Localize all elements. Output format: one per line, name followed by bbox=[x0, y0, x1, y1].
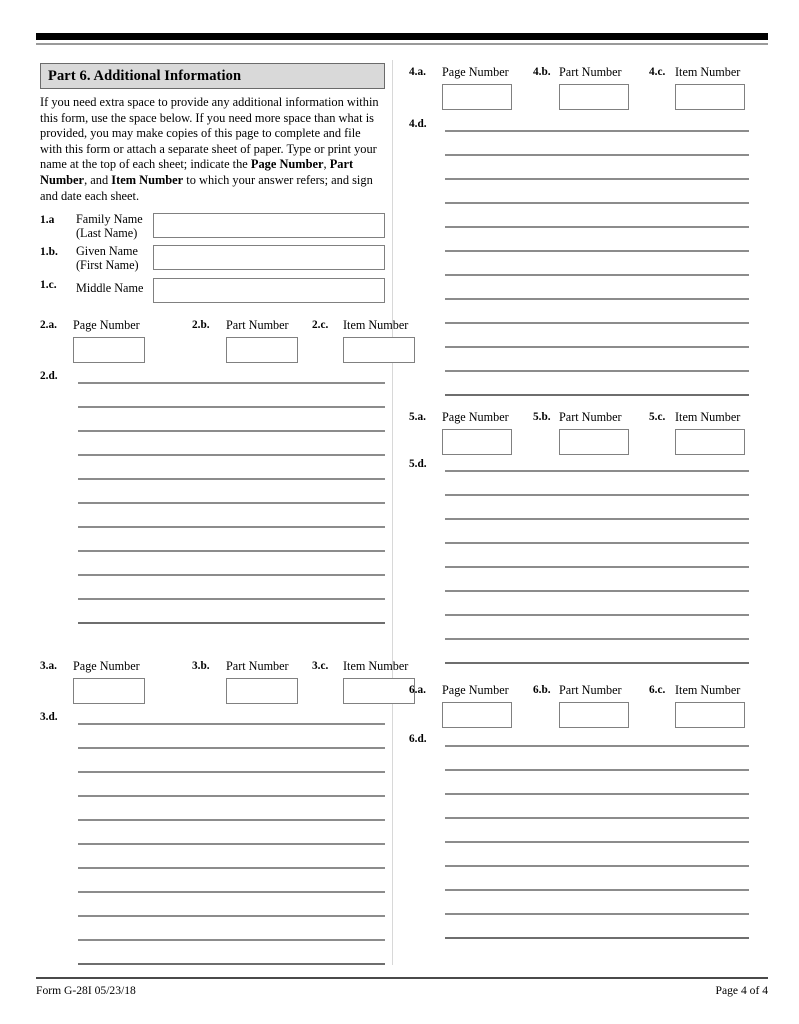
part-header bbox=[40, 63, 385, 89]
entry-6-item-number-label-num: 6.c. bbox=[649, 684, 666, 696]
entry-4-item-number-input[interactable] bbox=[675, 84, 745, 110]
entry-5-item-number-input[interactable] bbox=[675, 429, 745, 455]
answer-write-line[interactable] bbox=[78, 406, 385, 408]
answer-write-line[interactable] bbox=[445, 370, 749, 372]
answer-write-line[interactable] bbox=[445, 590, 749, 592]
answer-write-line[interactable] bbox=[78, 598, 385, 600]
entry-5-page-number-label-num: 5.a. bbox=[409, 411, 426, 423]
answer-write-line[interactable] bbox=[78, 502, 385, 504]
answer-write-line[interactable] bbox=[78, 723, 385, 725]
entry-4-page-number-label: Page Number bbox=[442, 65, 509, 79]
answer-write-line[interactable] bbox=[445, 250, 749, 252]
answer-write-line[interactable] bbox=[445, 154, 749, 156]
answer-write-line[interactable] bbox=[445, 394, 749, 396]
answer-write-line[interactable] bbox=[445, 178, 749, 180]
instructions-bold-item-number: Item Number bbox=[111, 172, 184, 187]
footer-page-label: Page 4 of 4 bbox=[715, 984, 768, 997]
entry-5-page-number-input[interactable] bbox=[442, 429, 512, 455]
answer-write-line[interactable] bbox=[78, 454, 385, 456]
entry-5-item-number-label: Item Number bbox=[675, 410, 741, 424]
entry-5-part-number-label: Part Number bbox=[559, 410, 622, 424]
entry-4-number-group bbox=[409, 65, 754, 111]
answer-write-line[interactable] bbox=[445, 841, 749, 843]
instructions-segment-4: to which your answer refers; and sign and date each sheet. bbox=[40, 172, 373, 203]
entry-3-part-number-label-num: 3.b. bbox=[192, 660, 210, 672]
entry-4-part-number-input[interactable] bbox=[559, 84, 629, 110]
answer-write-line[interactable] bbox=[445, 130, 749, 132]
answer-write-line[interactable] bbox=[445, 745, 749, 747]
entry-6-part-number-input[interactable] bbox=[559, 702, 629, 728]
entry-5-part-number-label-num: 5.b. bbox=[533, 411, 551, 423]
answer-write-line[interactable] bbox=[78, 891, 385, 893]
answer-write-line[interactable] bbox=[445, 937, 749, 939]
entry-2-page-number-label: Page Number bbox=[73, 318, 140, 332]
answer-write-line[interactable] bbox=[445, 662, 749, 664]
answer-write-line[interactable] bbox=[445, 494, 749, 496]
footer-rule bbox=[36, 977, 768, 979]
entry-5-item-number-label-num: 5.c. bbox=[649, 411, 666, 423]
middle-name-row bbox=[40, 278, 385, 304]
entry-4-page-number-input[interactable] bbox=[442, 84, 512, 110]
entry-6-part-number-label: Part Number bbox=[559, 683, 622, 697]
instructions-bold-part-number: Part Number bbox=[40, 157, 354, 187]
family-name-label-line2: (Last Name) bbox=[76, 225, 138, 240]
answer-write-line[interactable] bbox=[445, 638, 749, 640]
column-divider bbox=[392, 60, 393, 965]
part-header-title: Part 6. Additional Information bbox=[48, 67, 242, 84]
answer-write-line[interactable] bbox=[445, 226, 749, 228]
entry-3-item-number-label-num: 3.c. bbox=[312, 660, 329, 672]
answer-write-line[interactable] bbox=[78, 478, 385, 480]
answer-write-line[interactable] bbox=[445, 793, 749, 795]
instructions-bold-page-number: Page Number bbox=[250, 157, 324, 172]
entry-6-page-number-label-num: 6.a. bbox=[409, 684, 426, 696]
entry-4-answer-number: 4.d. bbox=[409, 118, 427, 130]
entry-4-item-number-label-num: 4.c. bbox=[649, 66, 666, 78]
answer-write-line[interactable] bbox=[78, 550, 385, 552]
entry-3-answer-number: 3.d. bbox=[40, 711, 58, 723]
middle-name-input[interactable] bbox=[153, 278, 385, 303]
entry-5-answer-number: 5.d. bbox=[409, 458, 427, 470]
given-name-input[interactable] bbox=[153, 245, 385, 270]
answer-write-line[interactable] bbox=[445, 542, 749, 544]
answer-write-line[interactable] bbox=[445, 817, 749, 819]
answer-write-line[interactable] bbox=[78, 939, 385, 941]
entry-2-item-number-label: Item Number bbox=[343, 318, 409, 332]
entry-6-answer-number: 6.d. bbox=[409, 733, 427, 745]
answer-write-line[interactable] bbox=[78, 771, 385, 773]
entry-6-page-number-input[interactable] bbox=[442, 702, 512, 728]
entry-6-part-number-label-num: 6.b. bbox=[533, 684, 551, 696]
answer-write-line[interactable] bbox=[78, 622, 385, 624]
entry-3-page-number-input[interactable] bbox=[73, 678, 145, 704]
entry-2-part-number-input[interactable] bbox=[226, 337, 298, 363]
answer-write-line[interactable] bbox=[78, 747, 385, 749]
answer-write-line[interactable] bbox=[78, 382, 385, 384]
entry-3-number-group bbox=[40, 659, 409, 705]
entry-3-item-number-input[interactable] bbox=[343, 678, 415, 704]
entry-2-page-number-label-num: 2.a. bbox=[40, 319, 57, 331]
entry-5-page-number-label: Page Number bbox=[442, 410, 509, 424]
entry-2-part-number-label: Part Number bbox=[226, 318, 289, 332]
entry-2-item-number-label-num: 2.c. bbox=[312, 319, 329, 331]
answer-write-line[interactable] bbox=[445, 202, 749, 204]
instructions-segment-1: If you need extra space to provide any additional information within this form, use the space below. If you need more space than what is provided, you may make copies of this page to complete and file with this form or attach a separate sheet of paper. Type or print your name at the top of each sheet; indicate the bbox=[40, 95, 379, 172]
answer-write-line[interactable] bbox=[445, 614, 749, 616]
entry-2-item-number-input[interactable] bbox=[343, 337, 415, 363]
answer-write-line[interactable] bbox=[445, 889, 749, 891]
family-name-row bbox=[40, 213, 385, 239]
top-thin-rule bbox=[36, 43, 768, 45]
answer-write-line[interactable] bbox=[445, 470, 749, 472]
answer-write-line[interactable] bbox=[78, 430, 385, 432]
entry-2-page-number-input[interactable] bbox=[73, 337, 145, 363]
answer-write-line[interactable] bbox=[445, 913, 749, 915]
answer-write-line[interactable] bbox=[445, 346, 749, 348]
family-name-number: 1.a bbox=[40, 214, 55, 226]
top-black-bar bbox=[36, 33, 768, 40]
family-name-label-line1: Family Name bbox=[76, 212, 143, 226]
answer-write-line[interactable] bbox=[445, 518, 749, 520]
instructions-paragraph bbox=[40, 95, 380, 204]
entry-3-part-number-input[interactable] bbox=[226, 678, 298, 704]
answer-write-line[interactable] bbox=[78, 795, 385, 797]
answer-write-line[interactable] bbox=[78, 843, 385, 845]
entry-2-answer-number: 2.d. bbox=[40, 370, 58, 382]
entry-2-part-number-label-num: 2.b. bbox=[192, 319, 210, 331]
answer-write-line[interactable] bbox=[445, 274, 749, 276]
family-name-input[interactable] bbox=[153, 213, 385, 238]
answer-write-line[interactable] bbox=[78, 867, 385, 869]
entry-6-number-group bbox=[409, 683, 754, 729]
answer-write-line[interactable] bbox=[78, 915, 385, 917]
entry-3-page-number-label: Page Number bbox=[73, 659, 140, 673]
entry-5-part-number-input[interactable] bbox=[559, 429, 629, 455]
entry-6-item-number-input[interactable] bbox=[675, 702, 745, 728]
given-name-label-line1: Given Name bbox=[76, 244, 138, 258]
answer-write-line[interactable] bbox=[445, 322, 749, 324]
answer-write-line[interactable] bbox=[445, 769, 749, 771]
middle-name-label-line1: Middle Name bbox=[76, 281, 144, 295]
entry-4-page-number-label-num: 4.a. bbox=[409, 66, 426, 78]
given-name-label-line2: (First Name) bbox=[76, 257, 139, 272]
answer-write-line[interactable] bbox=[445, 865, 749, 867]
entry-3-part-number-label: Part Number bbox=[226, 659, 289, 673]
instructions-segment-3: , and bbox=[84, 172, 112, 187]
given-name-number: 1.b. bbox=[40, 246, 58, 258]
footer-form-id: Form G-28I 05/23/18 bbox=[36, 984, 136, 997]
given-name-row bbox=[40, 245, 385, 271]
entry-4-item-number-label: Item Number bbox=[675, 65, 741, 79]
instructions-segment-2: , bbox=[323, 157, 330, 172]
entry-3-item-number-label: Item Number bbox=[343, 659, 409, 673]
entry-4-part-number-label-num: 4.b. bbox=[533, 66, 551, 78]
answer-write-line[interactable] bbox=[445, 298, 749, 300]
entry-3-page-number-label-num: 3.a. bbox=[40, 660, 57, 672]
entry-4-part-number-label: Part Number bbox=[559, 65, 622, 79]
entry-5-number-group bbox=[409, 410, 754, 456]
entry-6-page-number-label: Page Number bbox=[442, 683, 509, 697]
answer-write-line[interactable] bbox=[445, 566, 749, 568]
middle-name-number: 1.c. bbox=[40, 279, 57, 291]
answer-write-line[interactable] bbox=[78, 574, 385, 576]
entry-2-number-group bbox=[40, 318, 409, 364]
answer-write-line[interactable] bbox=[78, 526, 385, 528]
answer-write-line[interactable] bbox=[78, 819, 385, 821]
entry-6-item-number-label: Item Number bbox=[675, 683, 741, 697]
answer-write-line[interactable] bbox=[78, 963, 385, 965]
